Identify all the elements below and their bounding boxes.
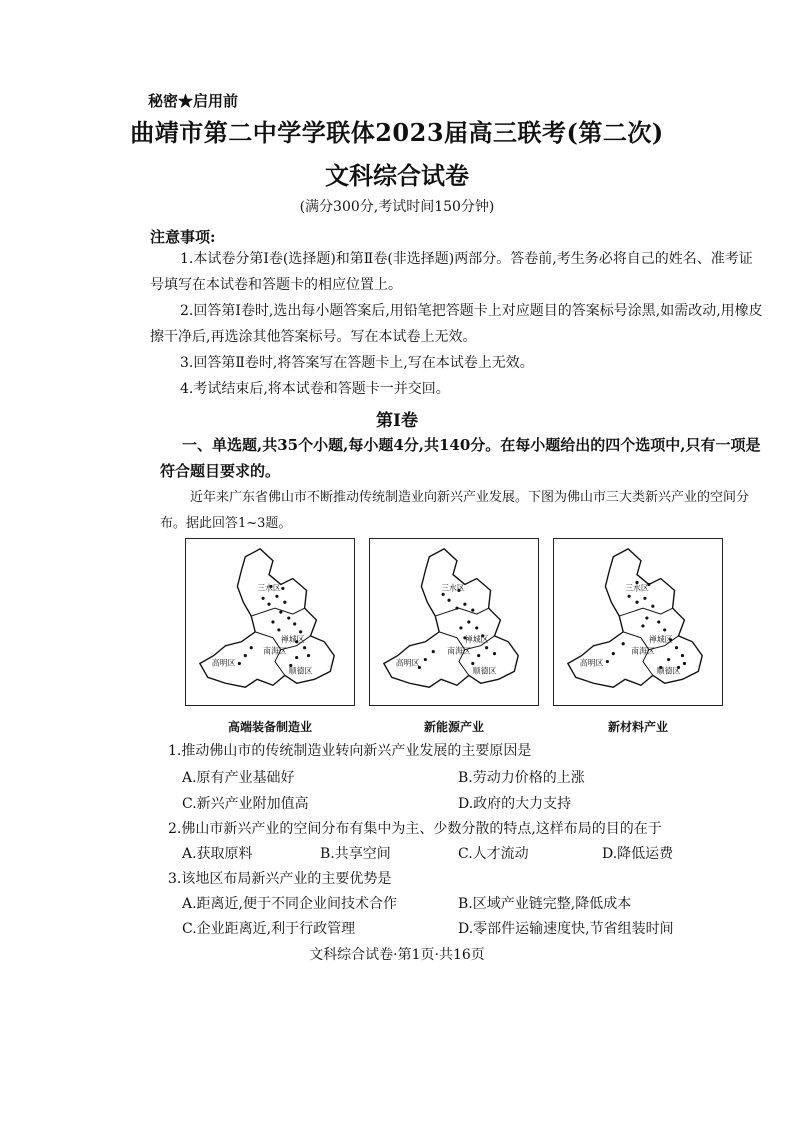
district-boundary	[251, 608, 304, 616]
industry-site-dot	[287, 616, 290, 619]
option: C.新兴产业附加值高	[182, 796, 309, 812]
section-heading: 第Ⅰ卷	[376, 411, 418, 431]
district-map	[554, 539, 722, 705]
option: D.政府的大力支持	[458, 796, 572, 812]
industry-site-dot	[663, 628, 666, 631]
map-panel-2	[369, 538, 539, 706]
industry-site-dot	[447, 599, 450, 602]
district-label: 禅城区	[648, 634, 673, 644]
industry-site-dot	[643, 597, 646, 600]
industry-site-dot	[277, 628, 280, 631]
industry-site-dot	[307, 654, 310, 657]
exam-info: (满分300分,考试时间150分钟)	[299, 199, 495, 215]
industry-site-dot	[432, 650, 435, 653]
district-label: 禅城区	[464, 634, 489, 644]
district-label: 三水区	[257, 583, 281, 593]
note-item: 2.回答第Ⅰ卷时,选出每小题答案后,用铅笔把答题卡上对应题目的答案标号涂黑,如需改动,用橡皮擦干净后,再选涂其他答案标号。写在本试卷上无效。	[150, 303, 763, 345]
industry-maps	[185, 538, 725, 706]
confidential-label: 秘密★启用前	[148, 92, 239, 110]
option: B.共享空间	[320, 846, 391, 862]
option: B.区域产业链完整,降低成本	[458, 896, 632, 912]
exam-subject: 文科综合试卷	[325, 161, 469, 190]
industry-site-dot	[250, 646, 253, 649]
question-stem: 2.佛山市新兴产业的空间分布有集中为主、少数分散的特点,这样布局的目的在于	[168, 821, 662, 837]
industry-site-dot	[681, 654, 684, 657]
notes-heading: 注意事项:	[150, 228, 216, 246]
section-instructions: 一、单选题,共35个小题,每小题4分,共140分。在每小题给出的四个选项中,只有一项是符合题目要求的。	[160, 436, 761, 480]
option: A.原有产业基础好	[182, 770, 295, 786]
industry-site-dot	[463, 603, 466, 606]
industry-site-dot	[303, 646, 306, 649]
industry-site-dot	[293, 622, 296, 625]
option: A.距离近,便于不同企业间技术合作	[182, 896, 398, 912]
industry-site-dot	[262, 597, 265, 600]
page-footer: 文科综合试卷·第1页·共16页	[309, 947, 485, 963]
district-label: 顺德区	[288, 666, 313, 676]
map-caption: 高端装备制造业	[227, 720, 312, 734]
note-item: 1.本试卷分第Ⅰ卷(选择题)和第Ⅱ卷(非选择题)两部分。答卷前,考生务必将自己的姓名、准考证号填写在本试卷和答题卡的相应位置上。	[150, 251, 753, 293]
industry-site-dot	[299, 630, 302, 633]
district-map	[370, 539, 538, 705]
industry-site-dot	[651, 605, 654, 608]
option: D.降低运费	[602, 846, 674, 862]
district-label: 三水区	[625, 583, 649, 593]
industry-site-dot	[271, 620, 274, 623]
industry-site-dot	[667, 658, 670, 661]
industry-site-dot	[471, 662, 474, 665]
industry-site-dot	[455, 607, 458, 610]
industry-site-dot	[635, 601, 638, 604]
industry-site-dot	[281, 587, 284, 590]
industry-site-dot	[442, 593, 445, 596]
industry-site-dot	[275, 595, 278, 598]
note-item: 3.回答第Ⅱ卷时,将答案写在答题卡上,写在本试卷上无效。	[180, 355, 534, 371]
question-stem: 1.推动佛山市的传统制造业转向新兴产业发展的主要原因是	[168, 743, 532, 759]
industry-site-dot	[467, 620, 470, 623]
industry-site-dot	[279, 611, 282, 614]
option: D.零部件运输速度快,节省组装时间	[458, 921, 674, 937]
district-label: 南海区	[263, 646, 287, 656]
industry-site-dot	[485, 646, 488, 649]
industry-site-dot	[683, 662, 686, 665]
question-stem: 3.该地区布局新兴产业的主要优势是	[168, 871, 392, 887]
industry-site-dot	[283, 601, 286, 604]
district-label: 顺德区	[656, 666, 681, 676]
industry-site-dot	[675, 646, 678, 649]
industry-site-dot	[612, 652, 615, 655]
industry-site-dot	[295, 656, 298, 659]
industry-site-dot	[267, 603, 270, 606]
industry-site-dot	[657, 620, 660, 623]
map-caption: 新能源产业	[423, 720, 484, 734]
industry-site-dot	[641, 624, 644, 627]
option: C.企业距离近,利于行政管理	[182, 921, 356, 937]
industry-site-dot	[459, 626, 462, 629]
industry-site-dot	[622, 642, 625, 645]
district-label: 高明区	[395, 658, 420, 668]
option: A.获取原料	[182, 846, 253, 862]
option: C.人才流动	[458, 846, 529, 862]
industry-site-dot	[493, 652, 496, 655]
industry-site-dot	[475, 626, 478, 629]
industry-site-dot	[645, 616, 648, 619]
option: B.劳动力价格的上涨	[458, 770, 585, 786]
district-label: 三水区	[441, 583, 465, 593]
district-label: 高明区	[211, 658, 236, 668]
district-label: 禅城区	[280, 634, 305, 644]
district-map	[186, 539, 354, 705]
map-panel-1	[185, 538, 355, 706]
map-caption: 新材料产业	[607, 720, 668, 734]
question-passage: 近年来广东省佛山市不断推动传统制造业向新兴产业发展。下图为佛山市三大类新兴产业的空间分布。据此回答1~3题。	[160, 490, 750, 531]
district-label: 顺德区	[472, 666, 497, 676]
industry-site-dot	[244, 654, 247, 657]
industry-site-dot	[424, 658, 427, 661]
district-label: 高明区	[579, 658, 604, 668]
district-boundary	[435, 608, 488, 616]
district-label: 南海区	[447, 646, 471, 656]
industry-site-dot	[238, 662, 241, 665]
map-panel-3	[553, 538, 723, 706]
industry-site-dot	[477, 654, 480, 657]
industry-site-dot	[628, 595, 631, 598]
exam-title: 曲靖市第二中学学联体2023届高三联考(第二次)	[130, 118, 664, 147]
note-item: 4.考试结束后,将本试卷和答题卡一并交回。	[180, 381, 450, 397]
industry-site-dot	[606, 660, 609, 663]
district-boundary	[619, 608, 672, 616]
district-label: 南海区	[631, 646, 655, 656]
industry-site-dot	[471, 609, 474, 612]
